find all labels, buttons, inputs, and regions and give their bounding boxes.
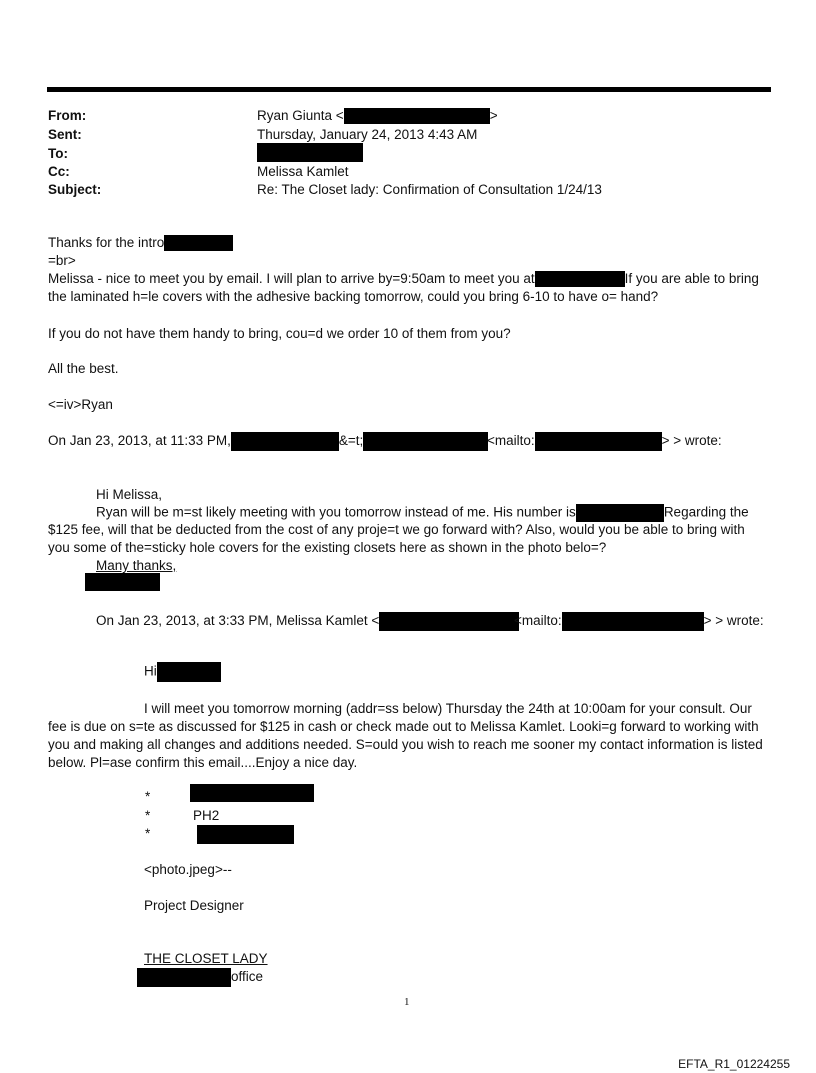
page-number: 1	[404, 996, 410, 1008]
redaction-box	[576, 504, 664, 522]
redaction-box	[344, 108, 490, 124]
redaction-box	[164, 235, 233, 251]
redaction-box	[535, 432, 662, 451]
meet-line-3: you and making all changes and additions needed. S=ould you wish to reach me sooner my contact information is listed	[48, 737, 763, 752]
closing-line: All the best.	[48, 361, 119, 376]
br-tag-line: =br>	[48, 253, 76, 268]
meet-line-1: I will meet you tomorrow morning (addr=ss below) Thursday the 24th at 10:00am for your consult. Our	[144, 701, 752, 716]
ryan-text-a: Ryan will be m=st likely meeting with you tomorrow instead of me. His number is	[96, 504, 576, 520]
quote-header-2-mailto	[514, 612, 764, 631]
from-label: From:	[48, 108, 87, 123]
quote-header-2	[96, 612, 519, 631]
redaction-box	[562, 612, 704, 631]
quote1-text-d: > > wrote:	[661, 433, 722, 449]
sent-value: Thursday, January 24, 2013 4:43 AM	[257, 127, 478, 142]
from-close: >	[489, 108, 498, 123]
address-bullet-2: *	[145, 808, 151, 823]
ryan-line-3: you some of the=sticky hole covers for the existing closets here as shown in the photo belo=?	[48, 540, 607, 555]
quote-header-1-mailto	[487, 432, 722, 451]
signature-redaction	[85, 573, 160, 591]
quote-header-1	[48, 432, 488, 451]
order-line: If you do not have them handy to bring, cou=d we order 10 of them from you?	[48, 326, 511, 341]
from-name: Ryan Giunta <	[257, 108, 344, 123]
redaction-box	[197, 825, 294, 844]
address-line-2: PH2	[193, 808, 220, 823]
address-bullet-3: *	[145, 826, 151, 841]
cc-value: Melissa Kamlet	[257, 164, 349, 179]
to-value	[257, 143, 363, 162]
ryan-text-b: Regarding the	[663, 504, 749, 520]
address-line-3	[197, 825, 294, 844]
greeting-short	[144, 662, 221, 682]
melissa-text-a: Melissa - nice to meet you by email. I will plan to arrive by=9:50am to meet you at	[48, 271, 535, 286]
address-line-1	[190, 784, 314, 802]
melissa-line-1	[48, 271, 759, 287]
from-value	[257, 108, 498, 124]
header-rule	[47, 87, 771, 92]
signature-line: <=iv>Ryan	[48, 397, 113, 412]
address-bullet-1: *	[145, 789, 151, 804]
redaction-box	[157, 662, 221, 682]
many-thanks: Many thanks,	[96, 558, 177, 573]
redaction-box	[137, 968, 231, 987]
quote2-text-b: <mailto:	[514, 613, 562, 629]
ryan-line-1	[96, 504, 749, 522]
redaction-box	[257, 143, 363, 162]
job-title: Project Designer	[144, 898, 244, 913]
redaction-box	[85, 573, 160, 591]
office-line	[137, 968, 263, 987]
quote1-text-c: <mailto:	[487, 433, 535, 449]
document-id: EFTA_R1_01224255	[678, 1057, 790, 1071]
ryan-line-2: $125 fee, will that be deducted from the cost of any proje=t we go forward with? Also, would you be able to bring with	[48, 522, 745, 537]
intro-text: Thanks for the intro	[48, 235, 165, 250]
melissa-text-b: If you are able to bring	[624, 271, 759, 286]
quote1-text-b: &=t;	[338, 433, 364, 449]
subject-label: Subject:	[48, 182, 102, 197]
redaction-box	[535, 271, 625, 287]
redaction-box	[379, 612, 519, 631]
sent-label: Sent:	[48, 127, 82, 142]
company-name: THE CLOSET LADY	[144, 951, 268, 966]
hi-melissa: Hi Melissa,	[96, 487, 163, 502]
meet-line-4: below. Pl=ase confirm this email....Enjoy a nice day.	[48, 755, 358, 770]
redaction-box	[363, 432, 488, 451]
quote2-text-a: On Jan 23, 2013, at 3:33 PM, Melissa Kamlet <	[96, 613, 380, 629]
cc-label: Cc:	[48, 164, 70, 179]
redaction-box	[231, 432, 339, 451]
quote1-text-a: On Jan 23, 2013, at 11:33 PM,	[48, 433, 231, 449]
hi-text: Hi	[144, 663, 157, 679]
intro-line	[48, 235, 233, 251]
to-label: To:	[48, 146, 68, 161]
photo-attachment: <photo.jpeg>--	[144, 862, 232, 877]
redaction-box	[190, 784, 314, 802]
meet-line-2: fee is due on s=te as discussed for $125 in cash or check made out to Melissa Kamlet. Looki=g forward to working with	[48, 719, 759, 734]
quote2-text-c: > > wrote:	[703, 613, 764, 629]
office-text: office	[231, 969, 264, 985]
melissa-line-2: the laminated h=le covers with the adhesive backing tomorrow, could you bring 6-10 to have o= hand?	[48, 289, 659, 304]
subject-value: Re: The Closet lady: Confirmation of Consultation 1/24/13	[257, 182, 602, 197]
